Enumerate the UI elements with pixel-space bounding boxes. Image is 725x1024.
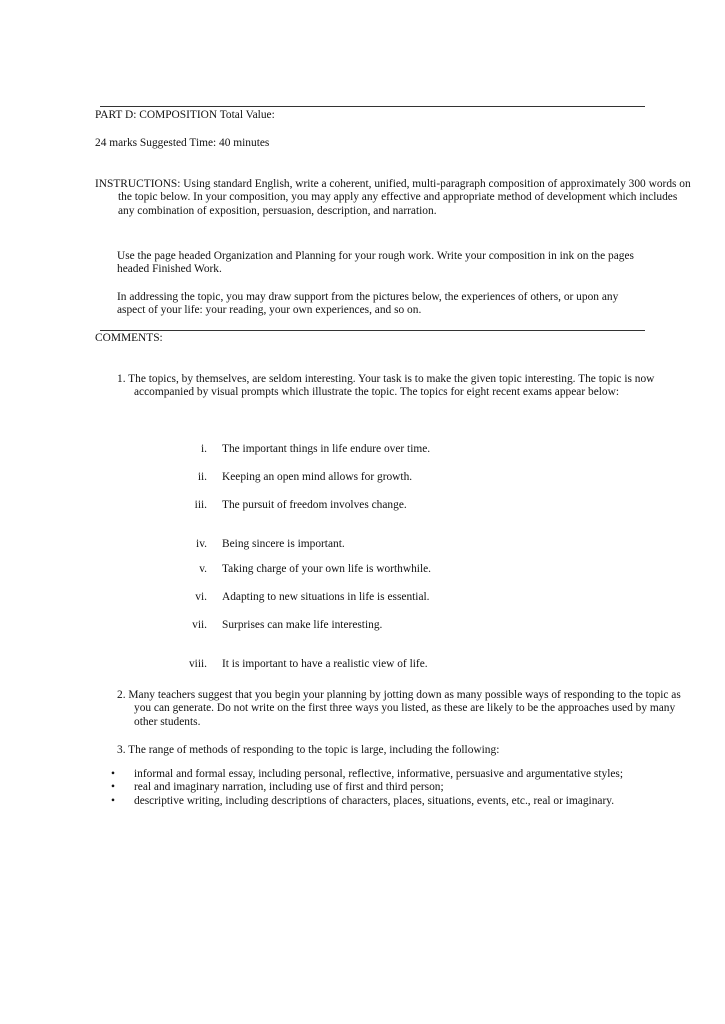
topic-number: v. xyxy=(199,563,207,575)
topic-item-1 xyxy=(150,443,570,457)
topic-number: iv. xyxy=(196,538,207,550)
part-title: PART D: COMPOSITION Total Value: xyxy=(95,109,275,121)
bullet-text: real and imaginary narration, including use of first and third person; xyxy=(134,781,444,794)
topic-text: Taking charge of your own life is worthwhile. xyxy=(222,563,432,575)
topic-number: vi. xyxy=(195,591,207,603)
list-item xyxy=(111,795,671,808)
topic-number: iii. xyxy=(194,499,207,511)
top-divider xyxy=(100,106,645,107)
comment-item-1: 1. The topics, by themselves, are seldom interesting. Your task is to make the given topic interesting. The topic is now accompanied by visual prompts which illustrate the topic. The topics for eight recent exams appear below: xyxy=(117,373,655,399)
topic-item-4 xyxy=(150,538,570,552)
bullet-icon: • xyxy=(111,768,115,780)
topic-number: ii. xyxy=(197,471,207,483)
topic-number: vii. xyxy=(192,619,207,631)
bullet-text: descriptive writing, including descriptions of characters, places, situations, events, etc., real or imaginary. xyxy=(134,794,615,807)
marks-and-time: 24 marks Suggested Time: 40 minutes xyxy=(95,137,270,149)
methods-bullet-list xyxy=(111,768,671,808)
list-item xyxy=(111,768,671,781)
topic-number: viii. xyxy=(188,658,207,670)
support-paragraph: In addressing the topic, you may draw support from the pictures below, the experiences of others, or upon any aspect of your life: your reading, your own experiences, and so on. xyxy=(117,291,619,317)
bullet-icon: • xyxy=(111,781,115,794)
topic-item-2 xyxy=(150,471,570,485)
topic-text: It is important to have a realistic view of life. xyxy=(222,658,428,670)
bullet-text: informal and formal essay, including personal, reflective, informative, persuasive and argumentative styles; xyxy=(134,768,624,780)
comment-item-3: 3. The range of methods of responding to the topic is large, including the following: xyxy=(117,744,500,756)
comment-item-2: 2. Many teachers suggest that you begin your planning by jotting down as many possible ways of responding to the topic as you can generate. Do not write on the first three ways you listed, as these are likely to be the approaches used by many other students. xyxy=(117,689,681,728)
bullet-icon: • xyxy=(111,794,115,807)
topic-item-7 xyxy=(150,619,570,633)
topic-number: i. xyxy=(200,443,207,455)
instructions-paragraph: INSTRUCTIONS: Using standard English, write a coherent, unified, multi-paragraph composition of approximately 300 words on the topic below. In your composition, you may apply any effective and appropriate method of development which includes any combination of exposition, persuasion, description, and narration. xyxy=(95,178,691,217)
planning-paragraph: Use the page headed Organization and Planning for your rough work. Write your composition in ink on the pages headed Finished Work. xyxy=(117,250,634,276)
topic-text: Keeping an open mind allows for growth. xyxy=(222,471,413,483)
topic-item-6 xyxy=(150,591,570,605)
topic-text: Being sincere is important. xyxy=(222,538,345,550)
topic-text: The important things in life endure over time. xyxy=(222,443,431,455)
comments-heading: COMMENTS: xyxy=(95,332,163,344)
topic-text: Adapting to new situations in life is essential. xyxy=(222,591,430,603)
comments-divider xyxy=(100,330,645,331)
topic-item-8 xyxy=(150,658,570,672)
topic-text: The pursuit of freedom involves change. xyxy=(222,499,407,511)
list-item xyxy=(111,781,671,794)
topic-text: Surprises can make life interesting. xyxy=(222,619,383,631)
topic-item-3 xyxy=(150,499,570,513)
topic-item-5 xyxy=(150,563,570,577)
